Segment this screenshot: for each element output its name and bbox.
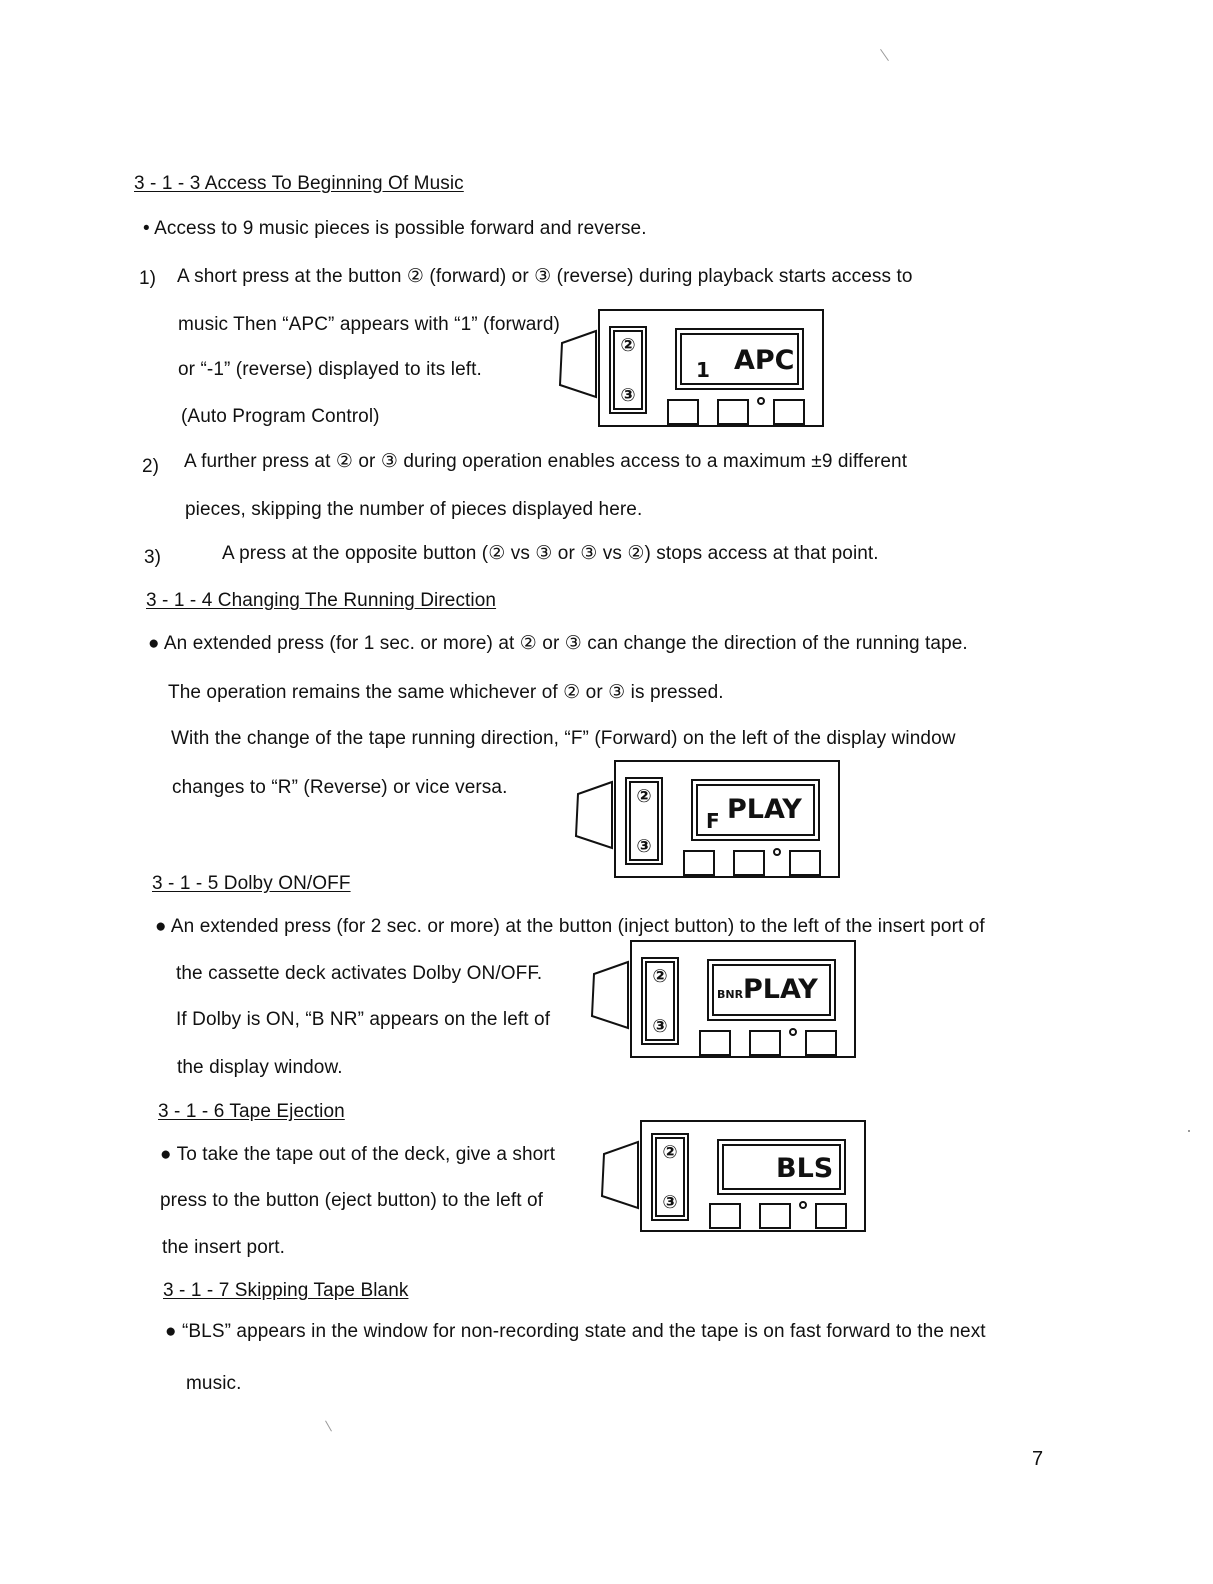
button-2-label: ②	[636, 786, 652, 807]
page-number: 7	[1032, 1448, 1044, 1470]
lcd-display-text: APC	[734, 345, 795, 376]
small-button-3	[806, 1031, 836, 1055]
insert-port-shape	[592, 962, 628, 1028]
bullet-bls: ● “BLS” appears in the window for non-recording state and the tape is on fast forward to the next	[165, 1321, 986, 1342]
step-2-text: A further press at ② or ③ during operation enables access to a maximum ±9 different	[184, 451, 908, 472]
small-button-2	[734, 851, 764, 875]
dolby-text-c: the display window.	[177, 1057, 343, 1078]
bullet-access-9-pieces: • Access to 9 music pieces is possible forward and reverse.	[143, 218, 647, 239]
insert-port-shape	[576, 782, 612, 848]
button-3-label: ③	[662, 1192, 678, 1213]
button-3-label: ③	[652, 1016, 668, 1037]
direction-text-b: With the change of the tape running direction, “F” (Forward) on the left of the display window	[171, 728, 956, 749]
small-button-2	[760, 1204, 790, 1228]
small-button-3	[790, 851, 820, 875]
bullet-extended-press-direction: ● An extended press (for 1 sec. or more) at ② or ③ can change the direction of the running tape.	[148, 633, 968, 654]
lcd-display-text: PLAY	[743, 974, 818, 1005]
step-3-text: A press at the opposite button (② vs ③ or ③ vs ②) stops access at that point.	[222, 543, 879, 564]
direction-text-a: The operation remains the same whichever of ② or ③ is pressed.	[168, 682, 724, 703]
dolby-text-a: the cassette deck activates Dolby ON/OFF.	[176, 963, 543, 984]
small-button-2	[750, 1031, 780, 1055]
small-button-1	[700, 1031, 730, 1055]
eject-text-b: the insert port.	[162, 1237, 286, 1258]
bullet-eject-short-press: ● To take the tape out of the deck, give a short	[160, 1144, 556, 1165]
lcd-prefix: BNR	[717, 988, 744, 1001]
heading-tape-ejection: 3 - 1 - 6 Tape Ejection	[158, 1101, 345, 1122]
scan-speck	[880, 49, 889, 61]
lcd-display-text: BLS	[776, 1153, 834, 1184]
lcd-prefix: F	[706, 809, 720, 833]
small-button-2	[718, 400, 748, 424]
direction-text-c: changes to “R” (Reverse) or vice versa.	[172, 777, 508, 798]
indicator-dot	[790, 1029, 796, 1035]
indicator-dot	[800, 1202, 806, 1208]
button-2-label: ②	[652, 966, 668, 987]
item-number-3: 3)	[144, 547, 162, 568]
heading-skipping-blank: 3 - 1 - 7 Skipping Tape Blank	[163, 1280, 409, 1301]
scan-speck	[325, 1421, 332, 1432]
heading-dolby: 3 - 1 - 5 Dolby ON/OFF	[152, 873, 351, 894]
step-1-text: A short press at the button ② (forward) or ③ (reverse) during playback starts access to	[177, 266, 913, 287]
button-2-label: ②	[620, 335, 636, 356]
heading-changing-direction: 3 - 1 - 4 Changing The Running Direction	[146, 590, 497, 611]
display-diagram-apc	[548, 309, 828, 431]
indicator-dot	[774, 849, 780, 855]
lcd-display-text: PLAY	[727, 794, 802, 825]
scan-speck	[1188, 1130, 1190, 1132]
item-number-1: 1)	[139, 268, 157, 289]
dolby-text-b: If Dolby is ON, “B NR” appears on the left of	[176, 1009, 551, 1030]
small-button-1	[710, 1204, 740, 1228]
insert-port-shape	[602, 1142, 638, 1208]
small-button-3	[774, 400, 804, 424]
display-diagram-bnr-play	[580, 940, 860, 1062]
small-button-1	[684, 851, 714, 875]
step-2-text-cont: pieces, skipping the number of pieces displayed here.	[185, 499, 643, 520]
display-diagram-f-play	[564, 760, 844, 882]
step-1-text-cont-c: (Auto Program Control)	[181, 406, 380, 427]
small-button-3	[816, 1204, 846, 1228]
small-button-1	[668, 400, 698, 424]
lcd-prefix: 1	[696, 358, 710, 382]
step-1-text-cont-b: or “-1” (reverse) displayed to its left.	[178, 359, 482, 380]
step-1-text-cont-a: music Then “APC” appears with “1” (forward)	[178, 314, 560, 335]
bullet-dolby-press: ● An extended press (for 2 sec. or more) at the button (inject button) to the left of the insert port of	[155, 916, 985, 937]
display-diagram-bls	[590, 1120, 870, 1242]
item-number-2: 2)	[142, 456, 160, 477]
indicator-dot	[758, 398, 764, 404]
bls-text-cont: music.	[186, 1373, 242, 1394]
eject-text-a: press to the button (eject button) to the left of	[160, 1190, 544, 1211]
insert-port-shape	[560, 331, 596, 397]
button-2-label: ②	[662, 1142, 678, 1163]
button-3-label: ③	[636, 836, 652, 857]
heading-access-to-beginning: 3 - 1 - 3 Access To Beginning Of Music	[134, 173, 464, 194]
button-3-label: ③	[620, 385, 636, 406]
